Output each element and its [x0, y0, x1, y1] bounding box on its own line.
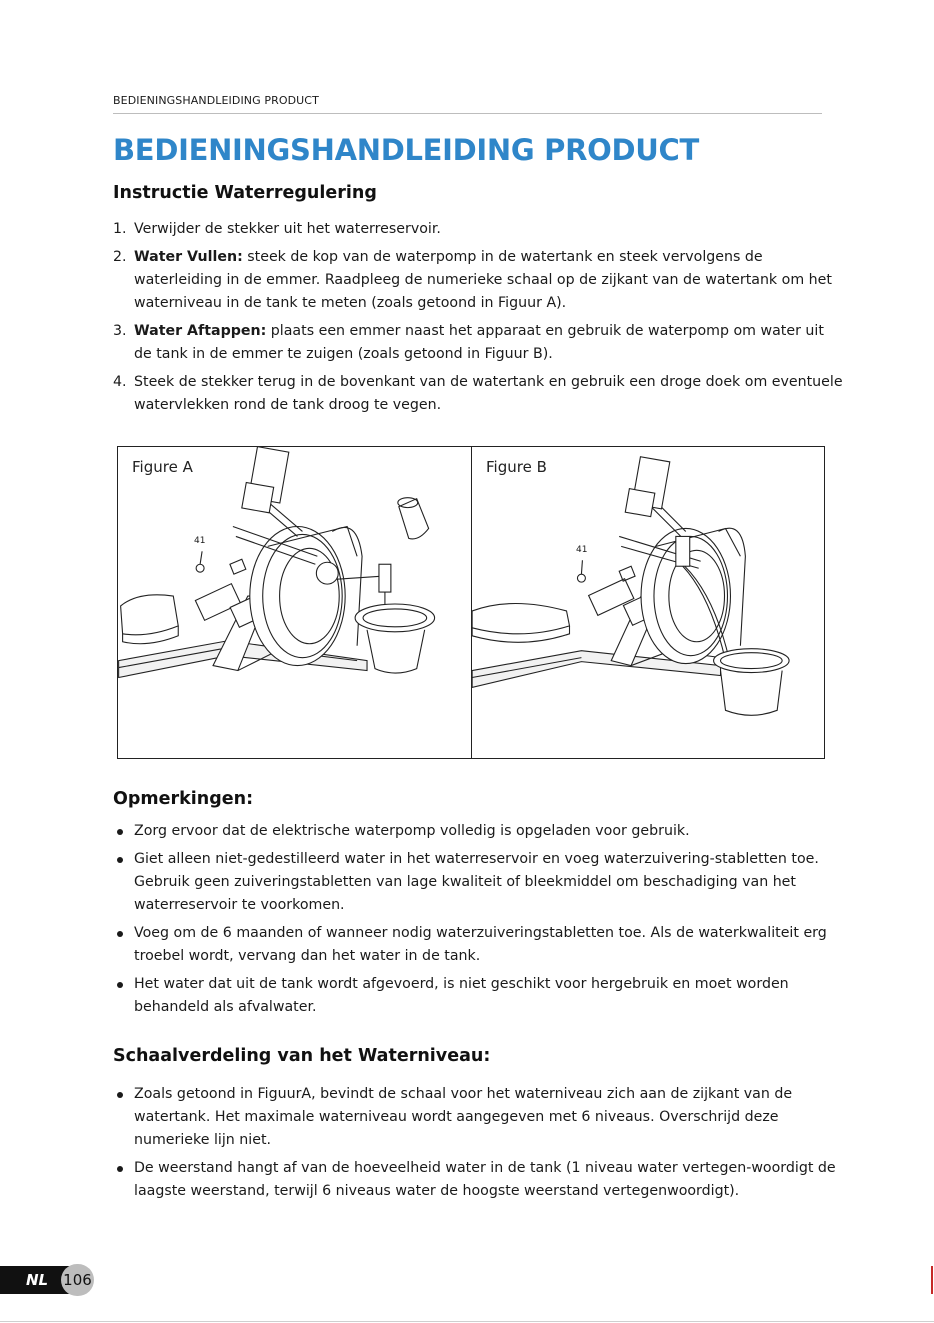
rowing-machine-fill-illustration — [118, 447, 471, 758]
list-item: Giet alleen niet-gedestilleerd water in het waterreservoir en voeg waterzuivering-stabletten toe. Gebruik geen zuiveringstabletten van lage kwaliteit of bleekmiddel om beschadiging van het waterreservoir te voorkomen. — [113, 848, 843, 917]
figure-box — [117, 446, 825, 759]
figure-a-panel — [118, 447, 471, 758]
step-number: 3. — [113, 323, 127, 339]
page-edge-mark — [931, 1266, 933, 1294]
scale-heading: Schaalverdeling van het Waterniveau: — [113, 1046, 491, 1066]
list-item: Zorg ervoor dat de elektrische waterpomp volledig is opgeladen voor gebruik. — [113, 820, 843, 843]
figure-b-panel — [471, 447, 824, 758]
list-item: Zoals getoond in FiguurA, bevindt de schaal voor het waterniveau zich aan de zijkant van de watertank. Het maximale waterniveau wordt aangegeven met 6 niveaus. Overschrijd deze numerieke lijn niet. — [113, 1083, 843, 1152]
page-number: 106 — [61, 1264, 94, 1296]
list-item: Het water dat uit de tank wordt afgevoerd, is niet geschikt voor hergebruik en moet worden behandeld als afvalwater. — [113, 973, 843, 1019]
step-item — [113, 246, 843, 315]
figure-b-part-number: 41 — [576, 545, 588, 555]
list-item: Voeg om de 6 maanden of wanneer nodig waterzuiveringstabletten toe. Als de waterkwaliteit erg troebel wordt, vervang dan het water in de tank. — [113, 922, 843, 968]
instruction-heading: Instructie Waterregulering — [113, 183, 377, 203]
page-bottom-line — [0, 1321, 934, 1322]
list-item: De weerstand hangt af van de hoeveelheid water in de tank (1 niveau water vertegen-woordigt de laagste weerstand, terwijl 6 niveaus water de hoogste weerstand vertegenwoordigt). — [113, 1157, 843, 1203]
figure-a-label: Figure A — [132, 458, 193, 476]
language-code: NL — [26, 1271, 49, 1289]
step-item — [113, 371, 843, 417]
step-number: 4. — [113, 374, 127, 390]
remarks-list — [113, 820, 843, 1024]
step-text: plaats een emmer naast het apparaat en gebruik de waterpomp om water uit de tank in de emmer te zuigen (zoals getoond in Figuur B). — [134, 323, 824, 362]
step-number: 2. — [113, 249, 127, 265]
step-label: Water Vullen: — [134, 249, 243, 265]
step-label: Water Aftappen: — [134, 323, 267, 339]
step-text: Steek de stekker terug in de bovenkant van de watertank en gebruik een droge doek om eventuele watervlekken rond de tank droog te vegen. — [134, 374, 843, 413]
running-header: BEDIENINGSHANDLEIDING PRODUCT — [113, 94, 319, 107]
header-divider — [113, 113, 822, 114]
instruction-steps — [113, 218, 843, 422]
remarks-heading: Opmerkingen: — [113, 789, 254, 809]
step-number: 1. — [113, 221, 127, 237]
figure-b-label: Figure B — [486, 458, 547, 476]
step-text: Verwijder de stekker uit het waterreservoir. — [134, 221, 441, 237]
rowing-machine-drain-illustration — [472, 447, 824, 758]
step-text: steek de kop van de waterpomp in de watertank en steek vervolgens de waterleiding in de emmer. Raadpleeg de numerieke schaal op de zijkant van de watertank om het waterniveau in de tank te meten (zoals getoond in Figuur A). — [134, 249, 832, 311]
step-item — [113, 218, 843, 241]
page-title: BEDIENINGSHANDLEIDING PRODUCT — [113, 133, 699, 167]
scale-list — [113, 1083, 843, 1208]
figure-a-part-number: 41 — [194, 536, 206, 546]
step-item — [113, 320, 843, 366]
